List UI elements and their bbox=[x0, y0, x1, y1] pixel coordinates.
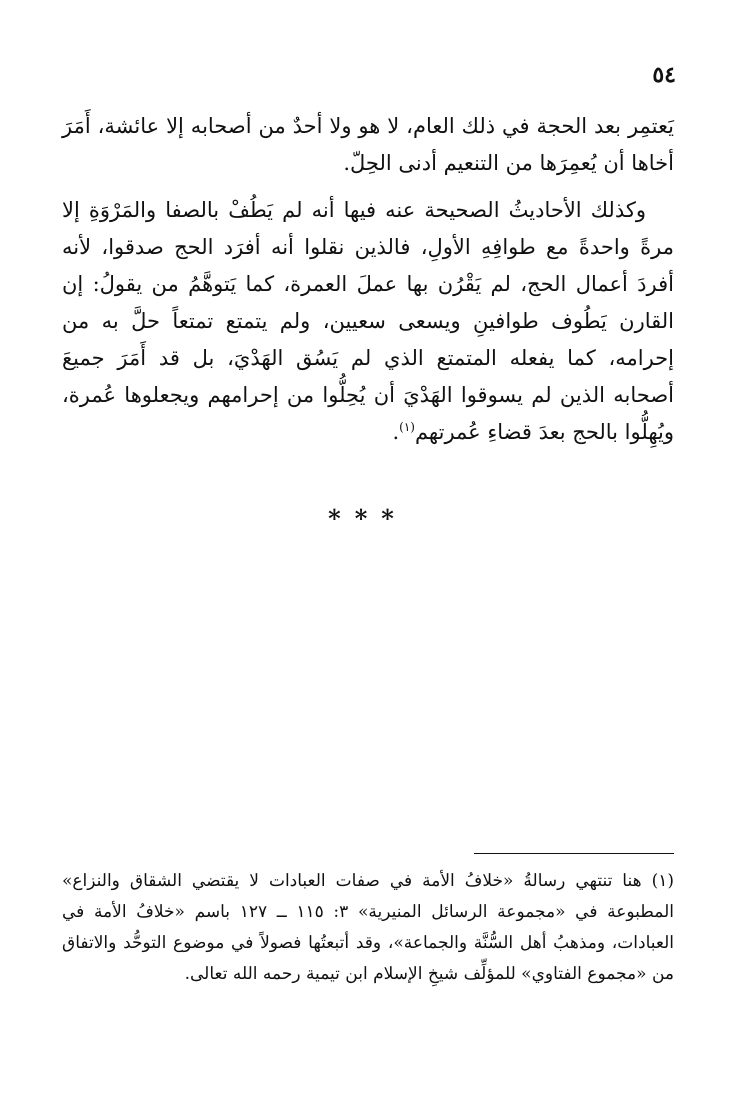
paragraph-2-end: . bbox=[392, 420, 400, 444]
main-text bbox=[62, 108, 674, 461]
footnote-marker: (١) bbox=[651, 871, 674, 891]
footnote-divider bbox=[474, 853, 674, 854]
footnote-1 bbox=[62, 866, 674, 990]
footnote-text: هنا تنتهي رسالةُ «خلافُ الأمة في صفات العبادات لا يقتضي الشقاق والنزاع» المطبوعة في «مجموعة الرسائل المنيرية» ٣: ١١٥ ــ ١٢٧ باسم «خلافُ الأمة في العبادات، ومذهبُ أهل السُّنَّة والجماعة»، وقد أتبعتُها فصولاً في موضوع التوحُّد والاتفاق من «مجموع الفتاوي» للمؤلِّف شيخِ الإسلام ابن تيمية رحمه الله تعالى. bbox=[62, 871, 674, 984]
paragraph-2-text: وكذلك الأحاديثُ الصحيحة عنه فيها أنه لم يَطُفْ بالصفا والمَرْوَةِ إلا مرةً واحدةً مع طوافِهِ الأولِ، فالذين نقلوا أنه أفرَد الحج صدقوا، لأنه أفردَ أعمال الحج، لم يَقْرُن بها عملَ العمرة، كما يَتوهَّمُ من يقولُ: إن القارن يَطُوف طوافينِ ويسعى سعيين، ولم يتمتع تمتعاً حلَّ به من إحرامه، كما يفعله المتمتع الذي لم يَسُق الهَدْيَ، بل قد أَمَرَ جميعَ أصحابه الذين لم يسوقوا الهَدْيَ أن يُحِلُّوا من إحرامهم ويجعلوها عُمرة، ويُهِلُّوا بالحج بعدَ قضاءِ عُمرتهم bbox=[62, 198, 674, 444]
page-number: ٥٤ bbox=[652, 62, 676, 88]
paragraph-2 bbox=[62, 192, 674, 451]
footnote-reference[interactable]: (١) bbox=[399, 420, 415, 434]
paragraph-1: يَعتمِر بعد الحجة في ذلك العام، لا هو ولا أحدٌ من أصحابه إلا عائشة، أَمَرَ أخاها أن يُعمِرَها من التنعيم أدنى الحِلّ. bbox=[62, 114, 674, 175]
footnotes bbox=[62, 866, 674, 990]
section-break: *** bbox=[328, 504, 408, 533]
